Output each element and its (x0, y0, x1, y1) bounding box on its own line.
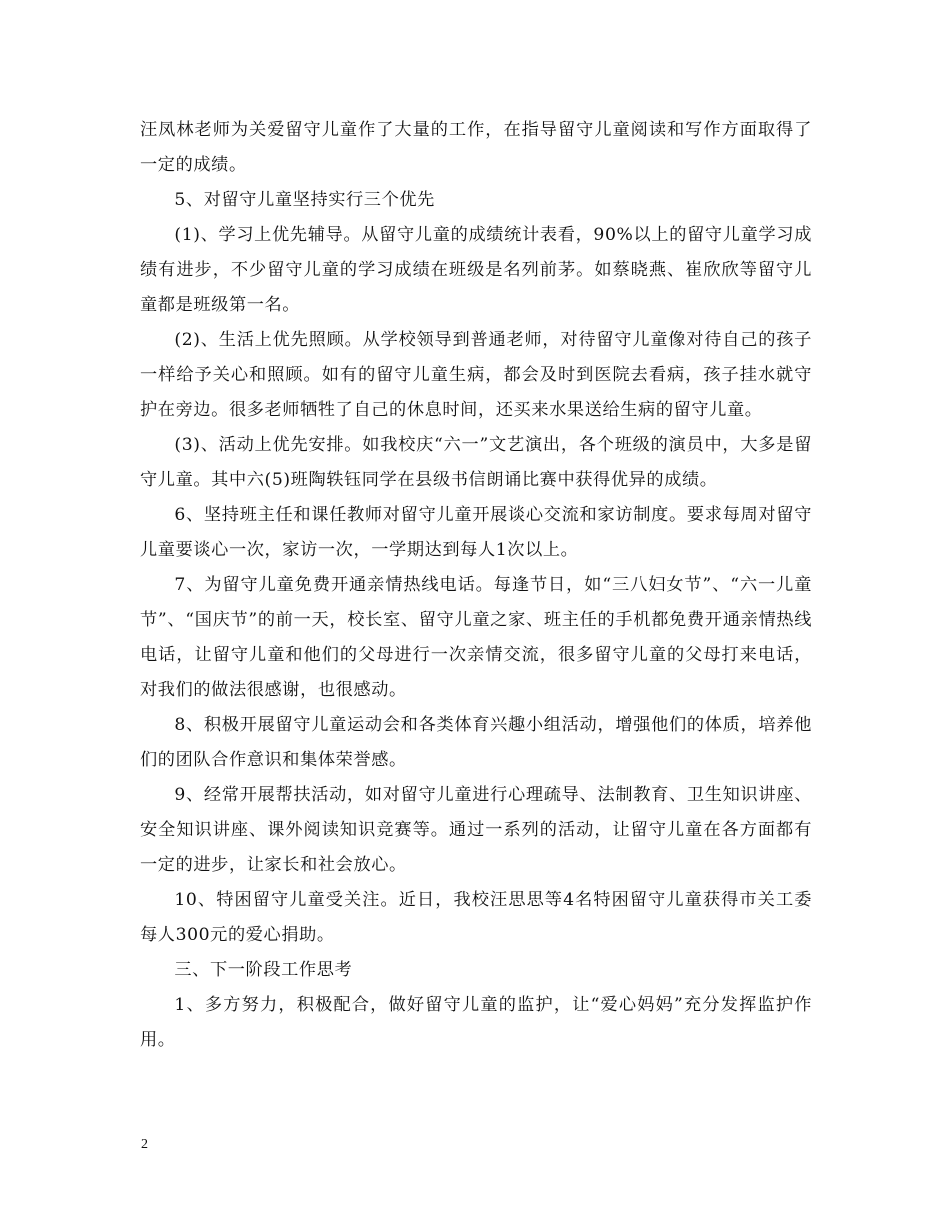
paragraph-continuation: 汪凤林老师为关爱留守儿童作了大量的工作，在指导留守儿童阅读和写作方面取得了一定的成绩。 (140, 120, 812, 175)
paragraph-item-10: 10、特困留守儿童受关注。近日，我校汪思思等4名特困留守儿童获得市关工委每人300元的爱心捐助。 (140, 890, 812, 945)
paragraph-activity-priority: (3)、活动上优先安排。如我校庆“六一”文艺演出，各个班级的演员中，大多是留守儿童。其中六(5)班陶轶钰同学在县级书信朗诵比赛中获得优异的成绩。 (140, 435, 812, 490)
paragraph-item-8: 8、积极开展留守儿童运动会和各类体育兴趣小组活动，增强他们的体质，培养他们的团队合作意识和集体荣誉感。 (140, 715, 812, 770)
paragraph-item-6: 6、坚持班主任和课任教师对留守儿童开展谈心交流和家访制度。要求每周对留守儿童要谈心一次，家访一次，一学期达到每人1次以上。 (140, 505, 812, 560)
paragraph-item-7: 7、为留守儿童免费开通亲情热线电话。每逢节日，如“三八妇女节”、“六一儿童节”、“国庆节”的前一天，校长室、留守儿童之家、班主任的手机都免费开通亲情热线电话，让留守儿童和他们的父母进行一次亲情交流，很多留守儿童的父母打来电话，对我们的做法很感谢，也很感动。 (140, 575, 812, 700)
document-body (140, 113, 812, 1058)
page-number: 2 (141, 1137, 148, 1152)
paragraph-item-9: 9、经常开展帮扶活动，如对留守儿童进行心理疏导、法制教育、卫生知识讲座、安全知识讲座、课外阅读知识竞赛等。通过一系列的活动，让留守儿童在各方面都有一定的进步，让家长和社会放心。 (140, 785, 812, 875)
paragraph-life-priority: (2)、生活上优先照顾。从学校领导到普通老师，对待留守儿童像对待自己的孩子一样给予关心和照顾。如有的留守儿童生病，都会及时到医院去看病，孩子挂水就守护在旁边。很多老师牺牲了自己的休息时间，还买来水果送给生病的留守儿童。 (140, 330, 812, 420)
paragraph-next-step-1: 1、多方努力，积极配合，做好留守儿童的监护，让“爱心妈妈”充分发挥监护作用。 (140, 995, 812, 1050)
paragraph-item-5-heading: 5、对留守儿童坚持实行三个优先 (174, 190, 435, 210)
paragraph-study-priority: (1)、学习上优先辅导。从留守儿童的成绩统计表看，90%以上的留守儿童学习成绩有进步，不少留守儿童的学习成绩在班级是名列前茅。如蔡晓燕、崔欣欣等留守儿童都是班级第一名。 (140, 225, 812, 315)
section-heading-3: 三、下一阶段工作思考 (174, 960, 353, 980)
